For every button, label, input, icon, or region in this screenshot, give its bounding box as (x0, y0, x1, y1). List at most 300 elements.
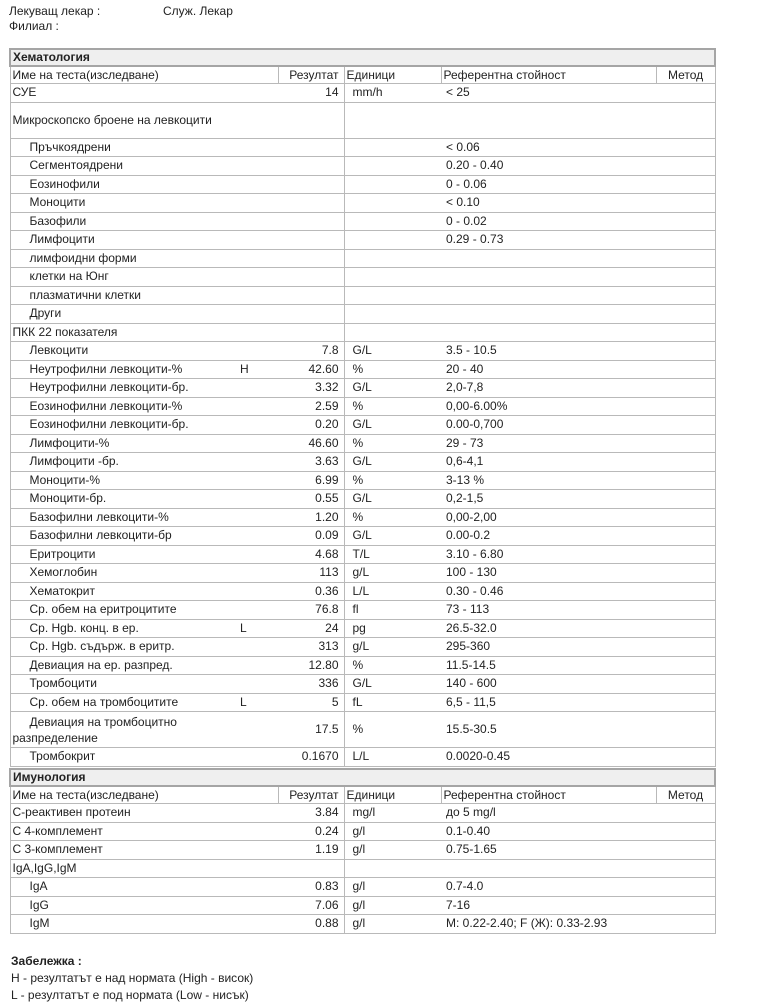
test-name: Тромбокрит (10, 748, 238, 767)
reference-range (441, 249, 656, 268)
result-units: mm/h (344, 84, 441, 103)
result-value: 3.32 (278, 379, 344, 398)
method (656, 675, 715, 694)
result-value: 24 (278, 619, 344, 638)
result-units: g/l (344, 915, 441, 934)
test-name: Девиация на ер. разпред. (10, 656, 238, 675)
test-name: Еозинофилни левкоцити-бр. (10, 416, 238, 435)
reference-range (441, 859, 656, 878)
reference-range: 0.29 - 0.73 (441, 231, 656, 250)
test-name: Еозинофили (10, 175, 238, 194)
method (656, 231, 715, 250)
table-row (10, 323, 715, 342)
doctor-line (9, 3, 233, 19)
section-header (10, 49, 715, 66)
result-units: G/L (344, 527, 441, 546)
table-row (10, 157, 715, 176)
method (656, 564, 715, 583)
test-name: Микроскопско броене на левкоцити (10, 102, 238, 138)
result-units: mg/l (344, 804, 441, 823)
column-header-name: Име на теста(изследване) (10, 66, 278, 84)
result-units (344, 859, 441, 878)
result-units (344, 194, 441, 213)
table-row (10, 545, 715, 564)
result-units: g/l (344, 822, 441, 841)
table-row (10, 453, 715, 472)
result-value: 0.36 (278, 582, 344, 601)
result-value: 12.80 (278, 656, 344, 675)
table-row (10, 693, 715, 712)
result-units (344, 102, 441, 138)
test-name: Моноцити (10, 194, 238, 213)
result-units (344, 212, 441, 231)
result-value: 113 (278, 564, 344, 583)
result-flag (238, 249, 278, 268)
method (656, 619, 715, 638)
result-flag: L (238, 619, 278, 638)
method (656, 712, 715, 748)
table-row (10, 102, 715, 138)
table-row (10, 804, 715, 823)
method (656, 527, 715, 546)
method (656, 471, 715, 490)
result-value: 0.83 (278, 878, 344, 897)
table-row (10, 416, 715, 435)
method (656, 379, 715, 398)
table-row (10, 841, 715, 860)
result-value (278, 859, 344, 878)
note-low: L - резултатът е под нормата (Low - нисък) (11, 988, 249, 1002)
column-header-row (10, 66, 715, 84)
result-flag (238, 656, 278, 675)
reference-range: 3.5 - 10.5 (441, 342, 656, 361)
result-value (278, 305, 344, 324)
result-flag (238, 564, 278, 583)
result-units: % (344, 360, 441, 379)
result-units (344, 268, 441, 287)
method (656, 102, 715, 138)
reference-range: 0,2-1,5 (441, 490, 656, 509)
result-flag (238, 194, 278, 213)
result-flag: H (238, 360, 278, 379)
method (656, 84, 715, 103)
method (656, 397, 715, 416)
method (656, 804, 715, 823)
table-row (10, 601, 715, 620)
method (656, 601, 715, 620)
result-units: L/L (344, 582, 441, 601)
result-value: 0.55 (278, 490, 344, 509)
result-value: 0.1670 (278, 748, 344, 767)
test-name: Хематокрит (10, 582, 238, 601)
table-row (10, 231, 715, 250)
test-name: Хемоглобин (10, 564, 238, 583)
reference-range: 0 - 0.02 (441, 212, 656, 231)
result-units: % (344, 471, 441, 490)
doctor-value: Служ. Лекар (163, 4, 233, 18)
test-name: клетки на Юнг (10, 268, 238, 287)
section-title: Имунология (10, 769, 715, 786)
reference-range (441, 323, 656, 342)
method (656, 416, 715, 435)
result-value: 1.20 (278, 508, 344, 527)
result-value: 7.8 (278, 342, 344, 361)
method (656, 305, 715, 324)
table-row (10, 397, 715, 416)
result-value: 3.84 (278, 804, 344, 823)
table-row (10, 194, 715, 213)
test-name: IgA,IgG,IgM (10, 859, 238, 878)
result-flag (238, 231, 278, 250)
result-units: fL (344, 693, 441, 712)
result-flag (238, 896, 278, 915)
table-row (10, 138, 715, 157)
result-value (278, 268, 344, 287)
test-name: Ср. обем на тромбоцитите (10, 693, 238, 712)
note-high: H - резултатът е над нормата (High - висок) (11, 971, 254, 985)
table-row (10, 619, 715, 638)
reference-range: 140 - 600 (441, 675, 656, 694)
reference-range: 0,00-6.00% (441, 397, 656, 416)
table-row (10, 712, 715, 748)
test-name: IgM (10, 915, 238, 934)
result-flag (238, 84, 278, 103)
result-units (344, 286, 441, 305)
result-flag (238, 712, 278, 748)
reference-range (441, 268, 656, 287)
reference-range: 2,0-7,8 (441, 379, 656, 398)
result-units: % (344, 508, 441, 527)
test-name: Базофили (10, 212, 238, 231)
reference-range: 29 - 73 (441, 434, 656, 453)
result-units (344, 323, 441, 342)
table-row (10, 564, 715, 583)
method (656, 896, 715, 915)
reference-range: 0 - 0.06 (441, 175, 656, 194)
result-value: 14 (278, 84, 344, 103)
reference-range: 7-16 (441, 896, 656, 915)
result-value: 1.19 (278, 841, 344, 860)
table-row (10, 675, 715, 694)
reference-range: 11.5-14.5 (441, 656, 656, 675)
table-row (10, 84, 715, 103)
test-name: Ср. Hgb. съдърж. в еритр. (10, 638, 238, 657)
test-name: Сегментоядрени (10, 157, 238, 176)
test-name: С 4-комплемент (10, 822, 238, 841)
test-name: Лимфоцити -бр. (10, 453, 238, 472)
result-flag (238, 804, 278, 823)
result-units: G/L (344, 416, 441, 435)
table-row (10, 878, 715, 897)
table-row (10, 638, 715, 657)
table-row (10, 748, 715, 767)
test-name: Други (10, 305, 238, 324)
method (656, 342, 715, 361)
column-header-result: Резултат (278, 786, 344, 804)
result-flag (238, 915, 278, 934)
test-name: Еритроцити (10, 545, 238, 564)
immunology-table (9, 768, 716, 934)
column-header-method: Метод (656, 786, 715, 804)
table-row (10, 508, 715, 527)
table-row (10, 896, 715, 915)
result-value: 0.20 (278, 416, 344, 435)
result-value: 46.60 (278, 434, 344, 453)
reference-range: 0.30 - 0.46 (441, 582, 656, 601)
column-header-units: Единици (344, 66, 441, 84)
reference-range: 15.5-30.5 (441, 712, 656, 748)
table-row (10, 212, 715, 231)
table-row (10, 656, 715, 675)
result-flag (238, 138, 278, 157)
test-name: Девиация на тромбоцитно разпределение (10, 712, 238, 748)
table-row (10, 379, 715, 398)
column-header-method: Метод (656, 66, 715, 84)
method (656, 323, 715, 342)
result-value: 336 (278, 675, 344, 694)
reference-range (441, 305, 656, 324)
hematology-table (9, 48, 716, 767)
result-flag (238, 102, 278, 138)
result-units: g/l (344, 896, 441, 915)
section-header (10, 769, 715, 786)
test-name: Базофилни левкоцити-бр (10, 527, 238, 546)
result-value (278, 249, 344, 268)
result-flag (238, 508, 278, 527)
method (656, 582, 715, 601)
result-units: G/L (344, 342, 441, 361)
result-units: % (344, 397, 441, 416)
reference-range: 0.00-0,700 (441, 416, 656, 435)
branch-label: Филиал : (9, 19, 59, 33)
result-flag (238, 397, 278, 416)
notes-title: Забележка : (11, 954, 82, 968)
test-name: Неутрофилни левкоцити-% (10, 360, 238, 379)
result-units: pg (344, 619, 441, 638)
table-row (10, 471, 715, 490)
result-flag (238, 212, 278, 231)
table-row (10, 527, 715, 546)
method (656, 656, 715, 675)
table-row (10, 249, 715, 268)
result-units: g/L (344, 638, 441, 657)
section-title: Хематология (10, 49, 715, 66)
column-header-units: Единици (344, 786, 441, 804)
result-value (278, 102, 344, 138)
test-name: Ср. обем на еритроцитите (10, 601, 238, 620)
test-name: С-реактивен протеин (10, 804, 238, 823)
method (656, 878, 715, 897)
result-units: fl (344, 601, 441, 620)
method (656, 434, 715, 453)
result-flag (238, 268, 278, 287)
result-flag (238, 822, 278, 841)
result-value (278, 157, 344, 176)
result-flag (238, 416, 278, 435)
reference-range: 0.7-4.0 (441, 878, 656, 897)
reference-range: < 25 (441, 84, 656, 103)
method (656, 693, 715, 712)
result-flag (238, 434, 278, 453)
result-flag (238, 157, 278, 176)
reference-range: 295-360 (441, 638, 656, 657)
result-value: 7.06 (278, 896, 344, 915)
result-value: 2.59 (278, 397, 344, 416)
result-value: 4.68 (278, 545, 344, 564)
table-row (10, 342, 715, 361)
method (656, 360, 715, 379)
result-flag (238, 342, 278, 361)
result-flag (238, 323, 278, 342)
result-units: G/L (344, 675, 441, 694)
test-name: Базофилни левкоцити-% (10, 508, 238, 527)
result-units: % (344, 656, 441, 675)
test-name: Левкоцити (10, 342, 238, 361)
result-flag (238, 453, 278, 472)
method (656, 822, 715, 841)
result-units (344, 231, 441, 250)
reference-range: 0,00-2,00 (441, 508, 656, 527)
method (656, 286, 715, 305)
result-units: L/L (344, 748, 441, 767)
method (656, 859, 715, 878)
test-name: СУЕ (10, 84, 238, 103)
result-value: 3.63 (278, 453, 344, 472)
table-row (10, 822, 715, 841)
reference-range: 3-13 % (441, 471, 656, 490)
test-name: Ср. Hgb. конц. в ер. (10, 619, 238, 638)
table-row (10, 305, 715, 324)
result-units: % (344, 712, 441, 748)
table-row (10, 268, 715, 287)
doctor-label: Лекуващ лекар : (9, 4, 101, 18)
method (656, 490, 715, 509)
column-header-ref: Референтна стойност (441, 66, 656, 84)
test-name: Моноцити-% (10, 471, 238, 490)
result-units (344, 175, 441, 194)
result-value: 17.5 (278, 712, 344, 748)
result-value: 0.09 (278, 527, 344, 546)
reference-range: 26.5-32.0 (441, 619, 656, 638)
test-name: лимфоидни форми (10, 249, 238, 268)
method (656, 249, 715, 268)
result-value: 5 (278, 693, 344, 712)
result-flag (238, 471, 278, 490)
result-value: 0.88 (278, 915, 344, 934)
reference-range: 0.75-1.65 (441, 841, 656, 860)
result-value (278, 231, 344, 250)
table-row (10, 915, 715, 934)
reference-range: 0.1-0.40 (441, 822, 656, 841)
result-flag (238, 305, 278, 324)
result-flag (238, 859, 278, 878)
result-units: g/l (344, 878, 441, 897)
test-name: Еозинофилни левкоцити-% (10, 397, 238, 416)
table-row (10, 175, 715, 194)
result-units: G/L (344, 490, 441, 509)
result-flag (238, 545, 278, 564)
result-flag (238, 527, 278, 546)
table-row (10, 859, 715, 878)
result-flag (238, 379, 278, 398)
test-name: IgG (10, 896, 238, 915)
column-header-row (10, 786, 715, 804)
result-value (278, 323, 344, 342)
table-row (10, 286, 715, 305)
reference-range: 0.00-0.2 (441, 527, 656, 546)
result-value: 313 (278, 638, 344, 657)
result-flag (238, 175, 278, 194)
result-value: 76.8 (278, 601, 344, 620)
test-name: Лимфоцити (10, 231, 238, 250)
result-flag (238, 286, 278, 305)
result-value (278, 286, 344, 305)
result-value (278, 194, 344, 213)
notes (11, 953, 253, 1004)
result-value (278, 138, 344, 157)
method (656, 508, 715, 527)
result-units (344, 138, 441, 157)
reference-range: 3.10 - 6.80 (441, 545, 656, 564)
result-flag (238, 601, 278, 620)
result-units: g/l (344, 841, 441, 860)
test-name: Моноцити-бр. (10, 490, 238, 509)
method (656, 748, 715, 767)
column-header-name: Име на теста(изследване) (10, 786, 278, 804)
reference-range: 6,5 - 11,5 (441, 693, 656, 712)
result-flag (238, 878, 278, 897)
method (656, 915, 715, 934)
test-name: С 3-комплемент (10, 841, 238, 860)
reference-range: 20 - 40 (441, 360, 656, 379)
result-units (344, 305, 441, 324)
result-value: 42.60 (278, 360, 344, 379)
table-row (10, 490, 715, 509)
test-name: плазматични клетки (10, 286, 238, 305)
result-value: 0.24 (278, 822, 344, 841)
result-units (344, 249, 441, 268)
result-value (278, 175, 344, 194)
result-flag (238, 638, 278, 657)
reference-range (441, 102, 656, 138)
reference-range: < 0.06 (441, 138, 656, 157)
test-name: Лимфоцити-% (10, 434, 238, 453)
result-units: G/L (344, 453, 441, 472)
method (656, 841, 715, 860)
result-flag (238, 841, 278, 860)
table-row (10, 582, 715, 601)
method (656, 638, 715, 657)
test-name: Тромбоцити (10, 675, 238, 694)
reference-range: 0,6-4,1 (441, 453, 656, 472)
reference-range: 73 - 113 (441, 601, 656, 620)
result-units: g/L (344, 564, 441, 583)
reference-range: M: 0.22-2.40; F (Ж): 0.33-2.93 (441, 915, 656, 934)
result-flag (238, 582, 278, 601)
reference-range: 100 - 130 (441, 564, 656, 583)
result-units: G/L (344, 379, 441, 398)
test-name: IgA (10, 878, 238, 897)
reference-range: до 5 mg/l (441, 804, 656, 823)
reference-range: 0.0020-0.45 (441, 748, 656, 767)
method (656, 453, 715, 472)
method (656, 268, 715, 287)
result-value (278, 212, 344, 231)
column-header-ref: Референтна стойност (441, 786, 656, 804)
reference-range: 0.20 - 0.40 (441, 157, 656, 176)
table-row (10, 360, 715, 379)
test-name: ПКК 22 показателя (10, 323, 238, 342)
